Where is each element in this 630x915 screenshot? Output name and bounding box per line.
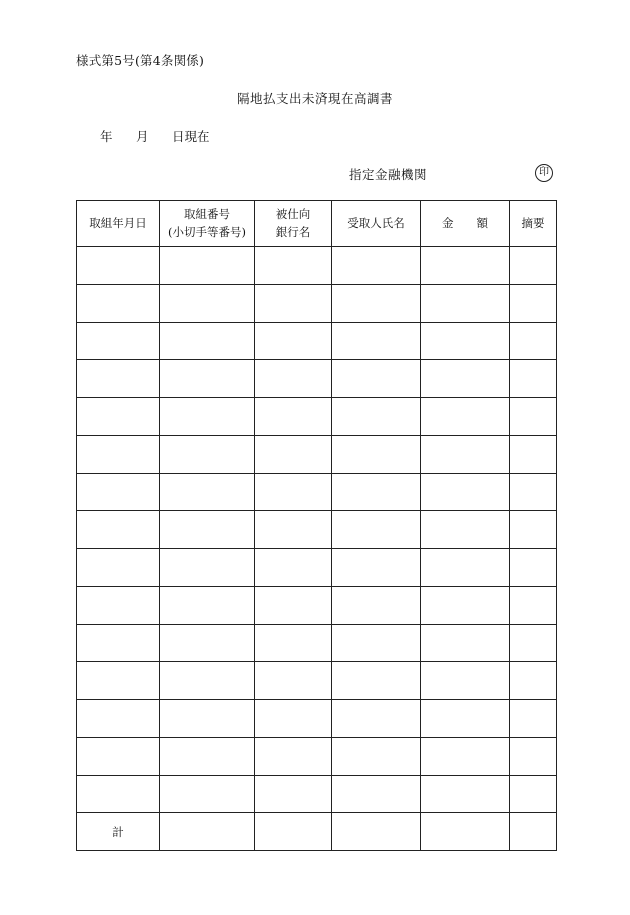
table-cell (332, 435, 421, 473)
table-cell (510, 624, 557, 662)
table-cell (332, 360, 421, 398)
table-cell (510, 473, 557, 511)
seal-mark: 印 (535, 164, 553, 182)
table-cell (160, 775, 255, 813)
table-cell (255, 247, 332, 285)
table-cell (77, 775, 160, 813)
column-header-payee: 受取人氏名 (332, 201, 421, 247)
table-cell (332, 247, 421, 285)
table-cell (421, 473, 510, 511)
table-header-row (77, 201, 557, 247)
column-header-remarks: 摘要 (510, 201, 557, 247)
table-cell (332, 586, 421, 624)
table-row (77, 511, 557, 549)
table-cell (255, 322, 332, 360)
table-cell (255, 549, 332, 587)
table-cell (421, 624, 510, 662)
table-cell (510, 775, 557, 813)
table-cell (255, 737, 332, 775)
date-month-label: 月 (136, 129, 149, 144)
table-cell (421, 586, 510, 624)
table-row (77, 549, 557, 587)
table-row (77, 284, 557, 322)
table-cell (332, 398, 421, 436)
table-cell (255, 624, 332, 662)
column-header-amount: 金 額 (421, 201, 510, 247)
table-cell (332, 511, 421, 549)
table-cell (332, 473, 421, 511)
table-cell (510, 284, 557, 322)
table-cell (510, 700, 557, 738)
table-cell (255, 284, 332, 322)
table-cell (510, 549, 557, 587)
table-cell (255, 473, 332, 511)
table-cell (421, 813, 510, 851)
table-cell (421, 737, 510, 775)
table-row (77, 247, 557, 285)
table-cell (510, 737, 557, 775)
table-row (77, 775, 557, 813)
table-cell (160, 360, 255, 398)
table-cell (255, 775, 332, 813)
table-cell (77, 737, 160, 775)
table-cell (332, 775, 421, 813)
table-cell (77, 662, 160, 700)
total-row (77, 813, 557, 851)
table-cell (160, 549, 255, 587)
table-cell (77, 549, 160, 587)
table-cell (77, 322, 160, 360)
table-cell (332, 624, 421, 662)
table-cell (160, 473, 255, 511)
column-header-date: 取組年月日 (77, 201, 160, 247)
table-cell (332, 284, 421, 322)
table-row (77, 624, 557, 662)
table-cell (510, 398, 557, 436)
table-cell (77, 360, 160, 398)
table-cell (77, 473, 160, 511)
table-cell (160, 284, 255, 322)
table-cell (510, 813, 557, 851)
table-cell (510, 662, 557, 700)
table-cell (160, 624, 255, 662)
table-cell (255, 511, 332, 549)
table-cell (160, 435, 255, 473)
table-cell (421, 322, 510, 360)
table-row (77, 662, 557, 700)
table-row (77, 737, 557, 775)
date-year-label: 年 (100, 129, 113, 144)
table-cell (421, 700, 510, 738)
table-cell (255, 435, 332, 473)
table-cell (160, 511, 255, 549)
table-cell (255, 586, 332, 624)
table-cell (77, 700, 160, 738)
table-cell (77, 624, 160, 662)
table-cell (332, 662, 421, 700)
table-cell (255, 398, 332, 436)
table-row (77, 398, 557, 436)
table-cell (160, 586, 255, 624)
table-cell (510, 586, 557, 624)
table-cell (255, 360, 332, 398)
table-row (77, 360, 557, 398)
table-cell (160, 662, 255, 700)
table-cell (510, 322, 557, 360)
table-cell (255, 700, 332, 738)
table-cell (77, 284, 160, 322)
table-cell (77, 247, 160, 285)
table-cell (510, 435, 557, 473)
table-cell (160, 700, 255, 738)
table-cell (160, 737, 255, 775)
table-row (77, 700, 557, 738)
ledger-table (76, 200, 557, 851)
table-cell (421, 398, 510, 436)
table-cell (160, 398, 255, 436)
column-header-number: 取組番号 (小切手等番号) (160, 201, 255, 247)
table-cell (421, 511, 510, 549)
table-cell (160, 247, 255, 285)
table-cell (510, 360, 557, 398)
table-cell (421, 775, 510, 813)
table-row (77, 586, 557, 624)
table-cell (510, 511, 557, 549)
table-cell (421, 360, 510, 398)
bank-label: 指定金融機関 (349, 167, 428, 182)
table-cell (421, 549, 510, 587)
table-cell (332, 737, 421, 775)
table-cell (77, 398, 160, 436)
table-cell (77, 586, 160, 624)
table-row (77, 473, 557, 511)
form-number: 様式第5号(第4条関係) (76, 53, 205, 68)
table-cell (332, 549, 421, 587)
table-row (77, 322, 557, 360)
table-cell (421, 284, 510, 322)
table-cell (510, 247, 557, 285)
document-title: 隔地払支出未済現在高調書 (236, 91, 393, 106)
total-label: 計 (77, 813, 160, 851)
table-cell (421, 247, 510, 285)
table-cell (332, 322, 421, 360)
column-header-bank: 被仕向 銀行名 (255, 201, 332, 247)
table-cell (77, 435, 160, 473)
table-cell (160, 813, 255, 851)
table-cell (77, 511, 160, 549)
table-cell (160, 322, 255, 360)
table-cell (255, 813, 332, 851)
table-cell (255, 662, 332, 700)
table-cell (421, 435, 510, 473)
table-cell (332, 813, 421, 851)
date-day-status-label: 日現在 (172, 129, 210, 144)
table-cell (421, 662, 510, 700)
table-cell (332, 700, 421, 738)
table-row (77, 435, 557, 473)
